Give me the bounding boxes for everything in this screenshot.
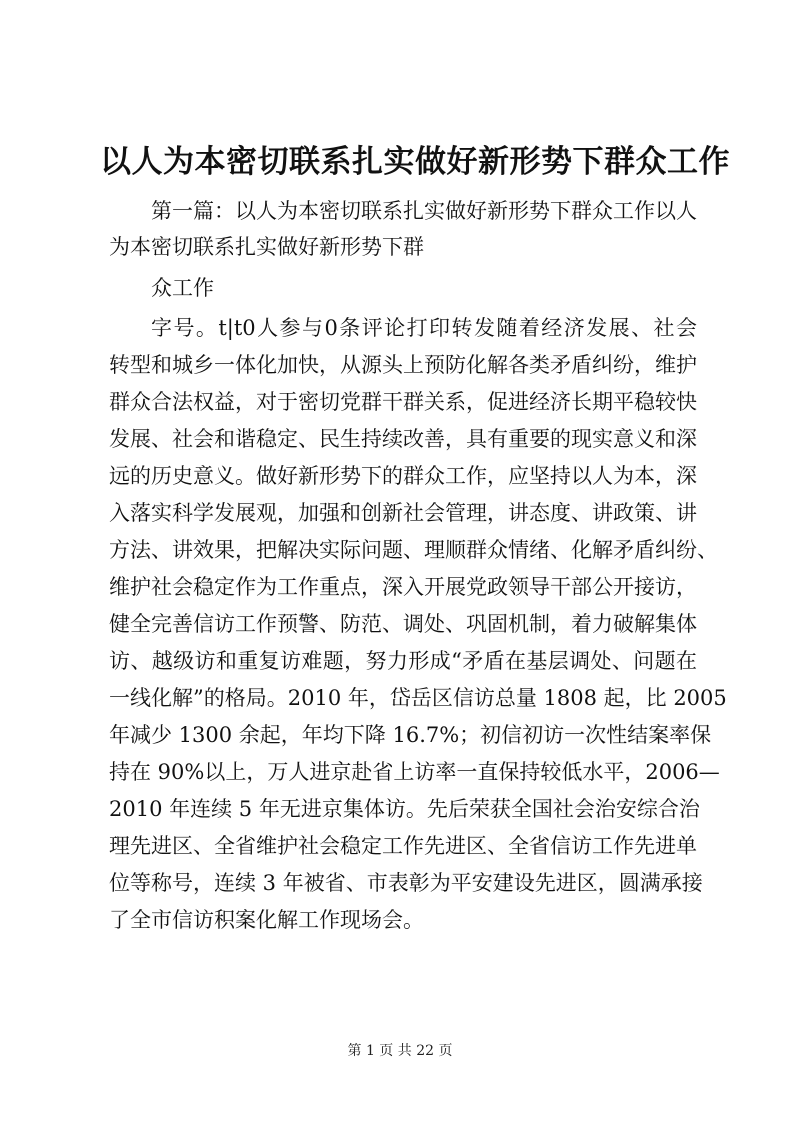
heading-line: 众工作 xyxy=(151,276,214,300)
body-line: 健全完善信访工作预警、防范、调处、巩固机制，着力破解集体 xyxy=(109,612,697,636)
body-line: 年减少 1300 余起，年均下降 16.7%；初信初访一次性结案率保 xyxy=(109,723,712,747)
heading-line: 为本密切联系扎实做好新形势下群 xyxy=(109,235,424,259)
body-line: 位等称号，连续 3 年被省、市表彰为平安建设先进区，圆满承接 xyxy=(109,871,703,895)
document-title: 以人为本密切联系扎实做好新形势下群众工作 xyxy=(100,144,730,180)
body-line: 持在 90%以上，万人进京赴省上访率一直保持较低水平，2006— xyxy=(109,760,720,784)
body-line: 理先进区、全省维护社会稳定工作先进区、全省信访工作先进单 xyxy=(109,834,697,858)
body-line: 发展、社会和谐稳定、民生持续改善，具有重要的现实意义和深 xyxy=(109,427,697,451)
heading-line: 第一篇：以人为本密切联系扎实做好新形势下群众工作以人 xyxy=(151,199,697,223)
body-line: 2010 年连续 5 年无进京集体访。先后荣获全国社会治安综合治 xyxy=(109,797,700,821)
body-line: 入落实科学发展观，加强和创新社会管理，讲态度、讲政策、讲 xyxy=(109,501,697,525)
body-line: 字号。t|t0人参与0条评论打印转发随着经济发展、社会 xyxy=(151,316,697,340)
body-line: 方法、讲效果，把解决实际问题、理顺群众情绪、化解矛盾纠纷、 xyxy=(109,538,718,562)
body-line: 了全市信访积案化解工作现场会。 xyxy=(109,908,424,932)
body-line: 群众合法权益，对于密切党群干群关系，促进经济长期平稳较快 xyxy=(109,390,697,414)
body-line: 远的历史意义。做好新形势下的群众工作，应坚持以人为本，深 xyxy=(109,464,697,488)
body-line: 访、越级访和重复访难题，努力形成“矛盾在基层调处、问题在 xyxy=(109,649,697,673)
page-number: 第 1 页 共 22 页 xyxy=(347,1043,453,1059)
body-line: 维护社会稳定作为工作重点，深入开展党政领导干部公开接访， xyxy=(109,575,697,599)
body-line: 一线化解”的格局。2010 年，岱岳区信访总量 1808 起，比 2005 xyxy=(109,686,727,710)
body-line: 转型和城乡一体化加快，从源头上预防化解各类矛盾纠纷，维护 xyxy=(109,353,697,377)
